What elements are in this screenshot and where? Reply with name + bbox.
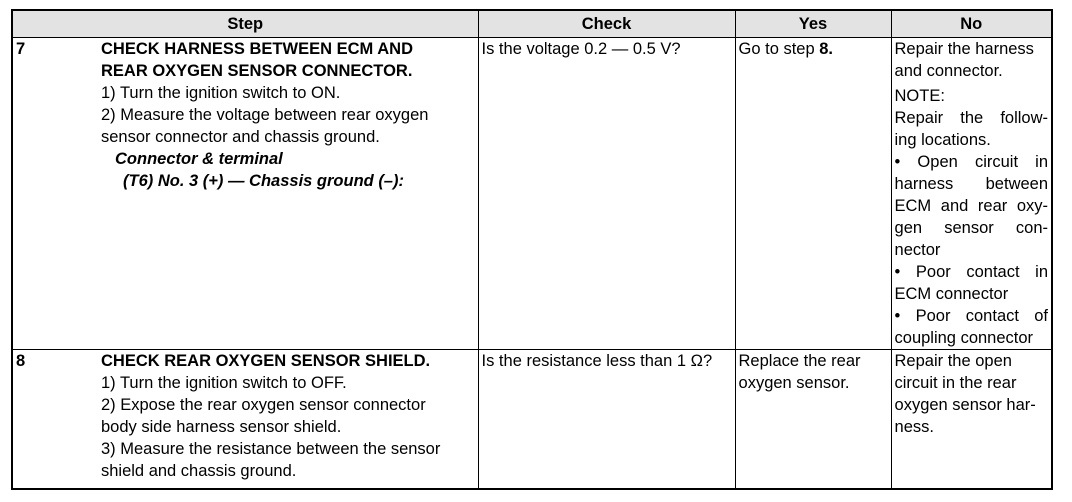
table-row-step-7: [12, 38, 1052, 350]
no-text: Repair the open: [894, 352, 1012, 370]
check-text: Is the resistance less than 1 Ω?: [481, 352, 713, 370]
step-instruction: 2) Expose the rear oxygen sensor connector: [101, 396, 426, 414]
step-instruction: 2) Measure the voltage between rear oxygen: [101, 106, 429, 124]
note-text: • Poor contact of: [894, 307, 1049, 325]
note-text: nector: [894, 241, 941, 259]
step-instruction: shield and chassis ground.: [101, 462, 297, 480]
table-header-row: [12, 10, 1052, 38]
yes-step-ref: 8.: [819, 40, 833, 58]
note-text: coupling connector: [894, 329, 1034, 347]
check-question: [478, 38, 735, 350]
no-text: circuit in the rear: [894, 374, 1017, 392]
step-instruction: 1) Turn the ignition switch to OFF.: [101, 374, 347, 392]
step-description: [98, 38, 478, 350]
no-action: [891, 38, 1052, 350]
step-description: [98, 350, 478, 490]
step-number: 8: [12, 350, 98, 490]
no-text: oxygen sensor har-: [894, 396, 1036, 414]
yes-text: Replace the rear: [738, 352, 861, 370]
note-text: harness between: [894, 175, 1049, 193]
header-check: Check: [478, 10, 735, 38]
yes-prefix: Go to step: [738, 40, 820, 58]
note-text: ECM and rear oxy-: [894, 197, 1049, 215]
table-row-step-8: [12, 350, 1052, 490]
note-text: ECM connector: [894, 285, 1009, 303]
step-instruction: body side harness sensor shield.: [101, 418, 342, 436]
step-title: CHECK HARNESS BETWEEN ECM AND: [101, 40, 413, 58]
step-instruction: 1) Turn the ignition switch to ON.: [101, 84, 341, 102]
step-number: 7: [12, 38, 98, 350]
no-action: [891, 350, 1052, 490]
step-instruction: 3) Measure the resistance between the sensor: [101, 440, 441, 458]
header-step: Step: [12, 10, 478, 38]
step-instruction: sensor connector and chassis ground.: [101, 128, 380, 146]
yes-action: [735, 350, 891, 490]
note-text: • Open circuit in: [894, 153, 1049, 171]
check-text: Is the voltage 0.2 — 0.5 V?: [481, 40, 681, 58]
step-title: REAR OXYGEN SENSOR CONNECTOR.: [101, 62, 413, 80]
header-yes: Yes: [735, 10, 891, 38]
no-text: and connector.: [894, 62, 1003, 80]
note-text: Repair the follow-: [894, 109, 1049, 127]
note-text: • Poor contact in: [894, 263, 1049, 281]
no-text: Repair the harness: [894, 40, 1034, 58]
check-question: [478, 350, 735, 490]
note-text: ing locations.: [894, 131, 991, 149]
step-title: CHECK REAR OXYGEN SENSOR SHIELD.: [101, 352, 431, 370]
diagnostic-procedure-table: [11, 9, 1053, 490]
connector-terminal: (T6) No. 3 (+) — Chassis ground (–):: [123, 172, 404, 190]
no-text: ness.: [894, 418, 934, 436]
connector-label: Connector & terminal: [115, 150, 283, 168]
note-label: NOTE:: [894, 87, 945, 105]
yes-text: oxygen sensor.: [738, 374, 850, 392]
note-text: gen sensor con-: [894, 219, 1049, 237]
yes-action: [735, 38, 891, 350]
header-no: No: [891, 10, 1052, 38]
